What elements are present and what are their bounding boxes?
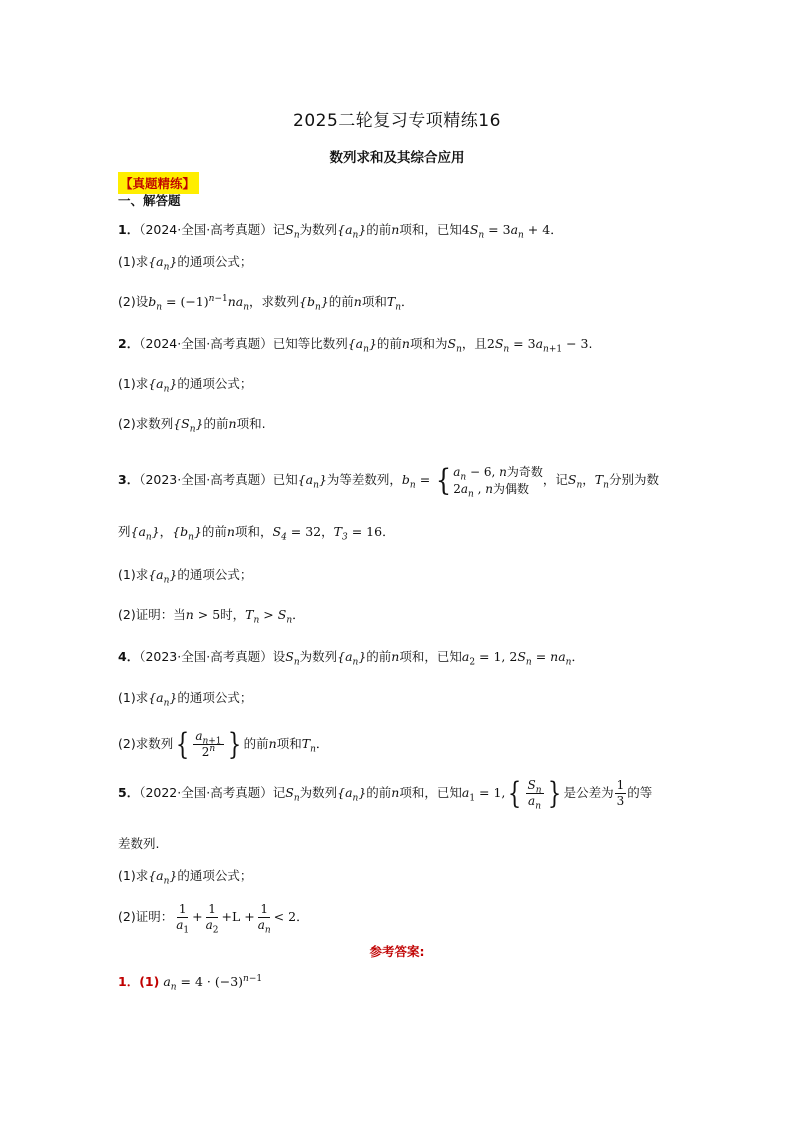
page-subtitle: 数列求和及其综合应用 xyxy=(329,150,465,166)
question-number: 3． xyxy=(118,472,140,487)
question-4-part-2: (2)求数列{ $\frac{a_{n+1}}{2^n}$ } 的前n项和$T_n$． xyxy=(118,726,329,762)
answer-1: 1．(1) $a_n = 4 \cdot (-3)^{n-1}$ xyxy=(118,973,263,993)
section-heading: 一、解答题 xyxy=(118,193,181,208)
question-1-part-2: (2)设$b_n = (-1)^{n-1}na_n$，求数列$\{b_n\}$的前n项和$T_n$． xyxy=(118,293,414,313)
question-5-line-2: 差数列. xyxy=(118,836,160,851)
question-1: 1．（2024·全国·高考真题）记$S_n$为数列$\{a_n\}$的前n项和，已知$4S_n = 3a_n + 4$． xyxy=(118,222,563,241)
question-3-line-2: 列$\{a_n\}$，$\{b_n\}$的前n项和，$S_4 = 32$，$T_3 = 16$． xyxy=(118,524,395,543)
question-number: 1． xyxy=(118,222,140,237)
answers-heading: 参考答案: xyxy=(369,944,425,959)
question-source: （2024·全国·高考真题） xyxy=(139,222,273,237)
fraction: $\frac{1}{a_n}$ xyxy=(257,902,271,936)
question-number: 4． xyxy=(118,649,140,664)
question-5-part-1: (1)求$\{a_n\}$的通项公式； xyxy=(118,868,253,887)
question-4-part-1: (1)求$\{a_n\}$的通项公式； xyxy=(118,690,253,709)
question-source: （2022·全国·高考真题） xyxy=(139,785,273,800)
question-number: 5． xyxy=(118,785,140,800)
question-4: 4．（2023·全国·高考真题）设$S_n$为数列$\{a_n\}$的前n项和，已知$a_2 = 1$, $2S_n = na_n$． xyxy=(118,649,584,668)
fraction: $\frac{1}{a_1}$ xyxy=(176,902,190,936)
question-1-part-1: (1)求$\{a_n\}$的通项公式； xyxy=(118,254,253,273)
question-2-part-2: (2)求数列$\{S_n\}$的前n项和. xyxy=(118,416,266,435)
fraction: $\frac{1}{3}$ xyxy=(616,778,625,808)
question-5: 5．（2022·全国·高考真题）记$S_n$为数列$\{a_n\}$的前n项和，已知$a_1 = 1$,{ $\frac{S_n}{a_n}$ } 是公差为 $\frac{1}{3}$ 的等 xyxy=(118,775,653,812)
fraction: $\frac{1}{a_2}$ xyxy=(205,902,219,936)
question-3: 3．（2023·全国·高考真题）已知$\{a_n\}$为等差数列，$b_n$ = { $a_n - 6$, n为奇数 $2a_n$ , n为偶数 ，记$S_n$，$T_n$分别为数 xyxy=(118,462,659,499)
question-3-part-2: (2)证明：当n > 5时，$T_n > S_n$． xyxy=(118,607,305,626)
question-source: （2024·全国·高考真题） xyxy=(139,336,273,351)
question-2: 2．（2024·全国·高考真题）已知等比数列$\{a_n\}$的前n项和为$S_n$，且$2S_n = 3a_{n+1} - 3$. xyxy=(118,336,593,355)
section-tag: 【真题精练】 xyxy=(118,172,199,194)
question-5-part-2: (2)证明： $\frac{1}{a_1}$ + $\frac{1}{a_2}$ +L + $\frac{1}{a_n}$ < 2． xyxy=(118,902,309,936)
question-2-part-1: (1)求$\{a_n\}$的通项公式； xyxy=(118,376,253,395)
fraction: $\frac{a_{n+1}}{2^n}$ xyxy=(195,729,222,759)
question-source: （2023·全国·高考真题） xyxy=(139,649,273,664)
question-source: （2023·全国·高考真题） xyxy=(139,472,273,487)
page-title: 2025二轮复习专项精练16 xyxy=(293,111,501,131)
piecewise-cases: $a_n - 6$, n为奇数 $2a_n$ , n为偶数 xyxy=(453,464,543,499)
question-3-part-1: (1)求$\{a_n\}$的通项公式； xyxy=(118,567,253,586)
fraction: $\frac{S_n}{a_n}$ xyxy=(527,778,542,812)
question-number: 2． xyxy=(118,336,140,351)
answer-number: 1． xyxy=(118,974,140,989)
